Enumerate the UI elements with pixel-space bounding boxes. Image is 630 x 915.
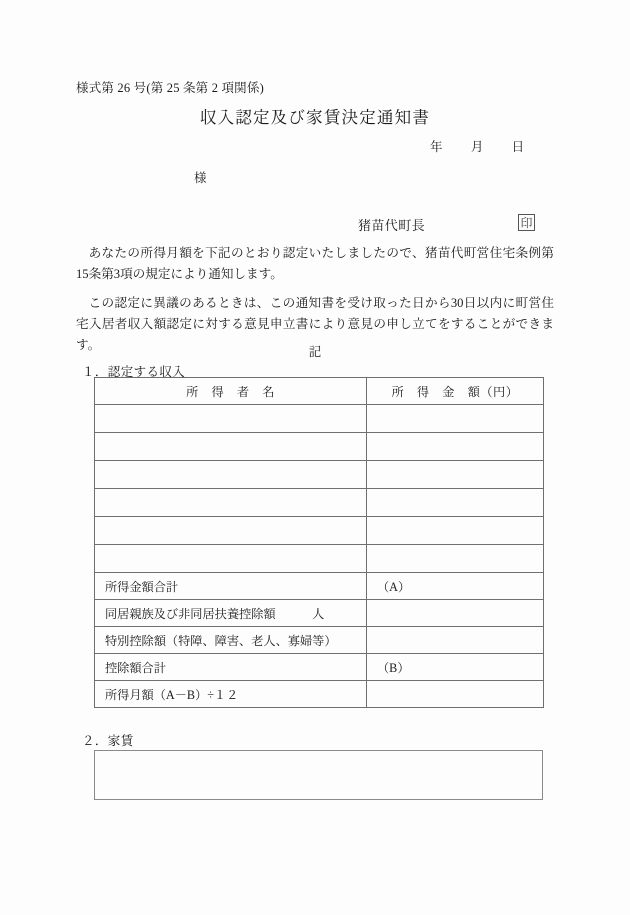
row-label: 同居親族及び非同居扶養控除額 人 [95,600,367,627]
row-value[interactable]: （A） [367,573,544,600]
date-line [430,137,524,155]
recipient-honorific: 様 [194,171,207,185]
row-label: 所得月額（A－B）÷１２ [95,681,367,708]
row-value[interactable] [367,681,544,708]
notice-paragraph-1: あなたの所得月額を下記のとおり認定いたしましたので、猪苗代町営住宅条例第15条第3項の規定により通知します。 [76,246,554,281]
section-1-heading: １．認定する収入 [82,365,186,379]
income-amount-cell[interactable] [367,517,544,545]
row-label: 特別控除額（特障、障害、老人、寡婦等） [95,627,367,654]
income-amount-cell[interactable] [367,433,544,461]
table-row [95,600,544,627]
income-amount-cell[interactable] [367,545,544,573]
table-row [95,461,544,489]
income-table [94,377,544,708]
income-table-header [95,378,544,405]
table-row [95,627,544,654]
table-header-row [95,378,544,405]
income-amount-cell[interactable] [367,489,544,517]
column-header-income-amount: 所 得 金 額（円） [367,378,544,405]
form-number: 様式第 26 号(第 25 条第 2 項関係) [76,81,264,95]
earner-name-cell[interactable] [95,461,367,489]
column-header-earner-name: 所 得 者 名 [95,378,367,405]
row-label: 所得金額合計 [95,573,367,600]
rent-input-box[interactable] [94,750,543,800]
notice-paragraph-2: この認定に異議のあるときは、この通知書を受け取った日から30日以内に町営住宅入居者収入額認定に対する意見申立書により意見の申し立てをすることができます。 [76,296,554,352]
earner-name-cell[interactable] [95,405,367,433]
date-day-label: 日 [511,140,525,154]
row-value[interactable] [367,600,544,627]
table-row [95,545,544,573]
section-2-heading: ２．家賃 [82,734,134,748]
table-row [95,405,544,433]
ki-mark: 記 [308,345,322,359]
income-amount-cell[interactable] [367,461,544,489]
issuer-name: 猪苗代町長 [358,218,426,233]
earner-name-cell[interactable] [95,433,367,461]
earner-name-cell[interactable] [95,517,367,545]
row-value[interactable]: （B） [367,654,544,681]
table-row [95,517,544,545]
page-title: 収入認定及び家賃決定通知書 [199,108,431,127]
date-year-label: 年 [430,140,443,154]
date-month-label: 月 [470,140,484,154]
table-row [95,654,544,681]
earner-name-cell[interactable] [95,489,367,517]
row-label: 控除額合計 [95,654,367,681]
table-row [95,681,544,708]
row-value[interactable] [367,627,544,654]
income-table-body [95,405,544,708]
table-row [95,489,544,517]
earner-name-cell[interactable] [95,545,367,573]
table-row [95,433,544,461]
seal-stamp-icon: 印 [518,214,535,231]
table-row [95,573,544,600]
income-amount-cell[interactable] [367,405,544,433]
